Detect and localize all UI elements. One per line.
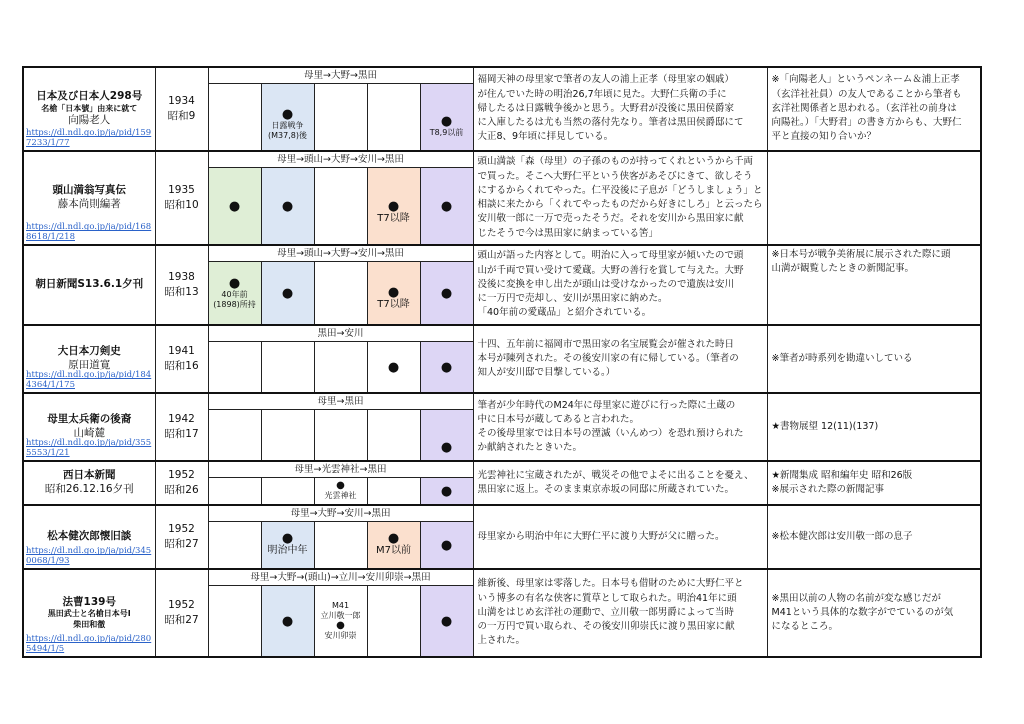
holder-slot	[208, 84, 261, 151]
holder-slot: ● 明治中年	[261, 522, 314, 570]
description-cell: 筆者が少年時代のM24年に母里家に遊びに行った際に土蔵の 中に日本号が蔵してあると言われた。 その後母里家では日本号の湮滅（いんめつ）を恐れ預けられた か献納されたときいた。	[473, 393, 767, 461]
route-text: 母里→黒田	[208, 393, 473, 410]
holder-dot-icon: ●	[228, 275, 241, 291]
table-row	[23, 569, 981, 586]
source-link[interactable]: https://dl.ndl.go.jp/ja/pid/1688618/1/218	[26, 222, 152, 243]
holder-dot-icon: ●	[440, 285, 453, 301]
holder-slot: ● 日露戦争 (M37,8)後	[261, 84, 314, 151]
holder-dot-icon: ●	[281, 198, 294, 214]
note-cell: ★新聞集成 昭和編年史 昭和26版 ※展示された際の新聞記事	[767, 461, 981, 505]
year-text: 1935	[168, 184, 195, 197]
holder-slot	[420, 522, 473, 570]
holder-slot	[367, 410, 420, 462]
year-cell	[155, 461, 208, 505]
year-text: 1952	[168, 599, 195, 612]
note-cell: ※日本号が戦争美術展に展示された際に頭 山満が観覧したときの新聞記事。	[767, 245, 981, 325]
year-cell	[155, 67, 208, 151]
description-cell: 頭山満談「森（母里）の子孫のものが持ってくれというから千両 で買った。そこへ大野仁平という侠客があそびにきて、欲しそう にするからくれてやった。仁平没後に子息が「どうしましょう」と 相談に来たから「くれてやったものだから好きにしろ」と云ったら 安川敬一郎に一万で売ったそうだ。それを安川から黒田家に献 じたそうで今は黒田家に納まっている筈」	[473, 151, 767, 245]
holder-slot	[314, 262, 367, 325]
era-text: 昭和17	[164, 428, 199, 440]
era-text: 昭和27	[164, 538, 199, 550]
era-text: 昭和13	[164, 286, 199, 298]
source-subtitle: 名槍「日本號」由来に就て	[41, 103, 138, 113]
holder-slot: ● M7以前	[367, 522, 420, 570]
source-title: 西日本新聞	[63, 469, 116, 482]
holder-slot	[367, 342, 420, 394]
source-author: 柴田和徹	[73, 619, 106, 629]
holder-slot	[261, 262, 314, 325]
holder-slot	[261, 168, 314, 245]
table-row	[23, 245, 981, 262]
description-cell: 維新後、母里家は零落した。日本号も借財のために大野仁平と いう博多の有名な侠客に質草として取られた。明治41年に頭 山満をはじめ玄洋社の運動で、立川敬一郎男爵によって当時 の一万円で買い取られ、その後安川卯崇氏に渡り黒田家に献 上された。	[473, 569, 767, 657]
era-text: 昭和27	[164, 614, 199, 626]
year-cell	[155, 151, 208, 245]
holder-dot-icon: ●	[387, 359, 400, 375]
source-author: 向陽老人	[68, 114, 111, 127]
year-text: 1941	[168, 345, 195, 358]
route-text: 母里→大野→黒田	[208, 67, 473, 84]
holder-slot	[314, 342, 367, 394]
table-row	[23, 67, 981, 84]
source-cell	[23, 393, 155, 461]
description-cell: 福岡天神の母里家で筆者の友人の浦上正孝（母里家の姻戚） が住んでいた時の明治26,7年頃に見た。大野仁兵衛の手に 帰したるは日露戦争後かと思う。大野君が没後に黒田侯爵家 に入庫したるは尤も当然の落付先なり。筆者は黒田侯爵邸にて 大正8、9年頃に拝見している。	[473, 67, 767, 151]
holder-slot	[261, 342, 314, 394]
holder-dot-icon: ●	[440, 359, 453, 375]
note-cell: ※黒田以前の人物の名前が変な感じだが M41という具体的な数字がでているのが気 になるところ。	[767, 569, 981, 657]
holder-slot	[314, 410, 367, 462]
note-cell: ※筆者が時系列を勘違いしている	[767, 325, 981, 393]
holder-slot	[314, 84, 367, 151]
source-title: 朝日新聞S13.6.1夕刊	[35, 278, 144, 291]
holder-slot: ● 40年前 (1898)所持	[208, 262, 261, 325]
source-author: 藤本尚則編著	[57, 198, 121, 210]
era-text: 昭和26	[164, 484, 199, 496]
note-cell	[767, 151, 981, 245]
source-title: 頭山満翁写真伝	[52, 184, 126, 197]
holder-slot	[208, 168, 261, 245]
description-cell: 十四、五年前に福岡市で黒田家の名宝展覧会が催された時日 本号が陳列された。その後安川家の有に帰している。（筆者の 知人が安川邸で目撃している。）	[473, 325, 767, 393]
source-cell	[23, 505, 155, 569]
route-text: 母里→大野→安川→黒田	[208, 505, 473, 522]
holder-slot	[208, 410, 261, 462]
source-link[interactable]: https://dl.ndl.go.jp/ja/pid/3555553/1/21	[26, 438, 152, 459]
holder-dot-icon: ●	[387, 531, 400, 547]
table-row	[23, 393, 981, 410]
holder-dot-icon: ●	[281, 531, 294, 547]
description-cell: 光雲神社に宝蔵されたが、戦災その他でよそに出ることを憂え、 黒田家に返上。そのまま東京赤坂の同邸に所蔵されていた。	[473, 461, 767, 505]
year-text: 1952	[168, 523, 195, 536]
route-text: 母里→光雲神社→黒田	[208, 461, 473, 478]
source-cell	[23, 461, 155, 505]
era-text: 昭和9	[167, 110, 196, 122]
holder-slot: ● T8,9以前	[420, 84, 473, 151]
description-cell: 母里家から明治中年に大野仁平に渡り大野が父に贈った。	[473, 505, 767, 569]
table-row	[23, 151, 981, 168]
holder-slot	[208, 522, 261, 570]
holder-dot-icon: ●	[336, 620, 345, 631]
year-cell	[155, 505, 208, 569]
holder-dot-icon: ●	[281, 106, 294, 122]
year-cell	[155, 245, 208, 325]
holder-dot-icon: ●	[440, 537, 453, 553]
holder-slot	[261, 586, 314, 658]
table-row	[23, 461, 981, 478]
year-text: 1938	[168, 271, 195, 284]
source-cell	[23, 151, 155, 245]
holder-slot	[420, 410, 473, 462]
holder-dot-icon: ●	[440, 483, 453, 499]
source-title: 松本健次郎懐旧談	[47, 530, 132, 543]
holder-slot: ● T7以降	[367, 262, 420, 325]
source-title: 母里太兵衛の後裔	[47, 413, 132, 426]
description-cell: 頭山が語った内容として。明治に入って母里家が傾いたので頭 山が千両で買い受けて愛蔵。大野の善行を賞して与えた。大野 没後に変換を申し出たが頭山は受けなかったので遺族は安川 に一万円で売却し、安川が黒田家に納めた。 「40年前の愛蔵品」と紹介されている。	[473, 245, 767, 325]
holder-slot	[208, 342, 261, 394]
year-cell	[155, 569, 208, 657]
holder-dot-icon: ●	[281, 613, 294, 629]
holder-slot: ● T7以降	[367, 168, 420, 245]
holder-dot-icon: ●	[387, 285, 400, 301]
source-title: 日本及び日本人298号	[36, 90, 143, 103]
holder-dot-icon: ●	[228, 198, 241, 214]
route-text: 母里→頭山→大野→安川→黒田	[208, 245, 473, 262]
holder-slot	[367, 84, 420, 151]
holder-slot	[261, 410, 314, 462]
holder-slot	[367, 478, 420, 506]
holder-dot-icon: ●	[440, 440, 453, 455]
source-author: 山崎麓	[73, 427, 105, 439]
holder-slot	[314, 168, 367, 245]
route-text: 母里→頭山→大野→安川→黒田	[208, 151, 473, 168]
holder-slot	[208, 478, 261, 506]
year-text: 1942	[168, 413, 195, 426]
source-author: 昭和26.12.16夕刊	[44, 483, 134, 495]
table-row	[23, 325, 981, 342]
source-title: 大日本刀剣史	[57, 345, 121, 358]
note-cell: ※松本健次郎は安川敬一郎の息子	[767, 505, 981, 569]
note-cell: ※「向陽老人」というペンネーム＆浦上正孝 （玄洋社社員）の友人であることから筆者も 玄洋社関係者と思われる。（玄洋社の前身は 向陽社。）「大野君」の書き方からも、大野仁 平と直接の知り合いか？	[767, 67, 981, 151]
year-text: 1952	[168, 469, 195, 482]
source-link[interactable]: https://dl.ndl.go.jp/ja/pid/1844364/1/175	[26, 370, 152, 391]
source-link[interactable]: https://dl.ndl.go.jp/ja/pid/1597233/1/77	[26, 128, 152, 149]
route-text: 黒田→安川	[208, 325, 473, 342]
note-cell: ★書物展望 12(11)(137)	[767, 393, 981, 461]
table-row	[23, 505, 981, 522]
source-author: 原田道寛	[68, 359, 111, 371]
source-cell	[23, 569, 155, 657]
holder-dot-icon: ●	[336, 480, 345, 491]
holder-slot: ● 光雲神社	[314, 478, 367, 506]
holder-slot	[314, 522, 367, 570]
holder-slot	[420, 262, 473, 325]
holder-dot-icon: ●	[281, 285, 294, 301]
holder-slot	[420, 478, 473, 506]
source-subtitle: 黒田武士と名槍日本号Ⅰ	[47, 609, 131, 619]
source-title: 法曹139号	[62, 595, 116, 608]
era-text: 昭和10	[164, 199, 199, 211]
route-text: 母里→大野→(頭山)→立川→安川卯崇→黒田	[208, 569, 473, 586]
provenance-table	[22, 66, 982, 658]
holder-slot	[420, 168, 473, 245]
holder-slot	[367, 586, 420, 658]
year-cell	[155, 325, 208, 393]
holder-slot	[420, 342, 473, 394]
source-cell	[23, 67, 155, 151]
source-cell	[23, 325, 155, 393]
source-link[interactable]: https://dl.ndl.go.jp/ja/pid/3450068/1/93	[26, 546, 152, 567]
holder-slot: M41 立川敬一郎 ● 安川卯崇	[314, 586, 367, 658]
holder-slot	[420, 586, 473, 658]
holder-dot-icon: ●	[387, 199, 400, 215]
year-cell	[155, 393, 208, 461]
year-text: 1934	[168, 95, 195, 108]
holder-dot-icon: ●	[440, 113, 453, 129]
holder-slot	[261, 478, 314, 506]
source-cell	[23, 245, 155, 325]
holder-dot-icon: ●	[440, 198, 453, 214]
era-text: 昭和16	[164, 360, 199, 372]
holder-dot-icon: ●	[440, 613, 453, 629]
holder-slot	[208, 586, 261, 658]
source-link[interactable]: https://dl.ndl.go.jp/ja/pid/2805494/1/5	[26, 634, 152, 655]
